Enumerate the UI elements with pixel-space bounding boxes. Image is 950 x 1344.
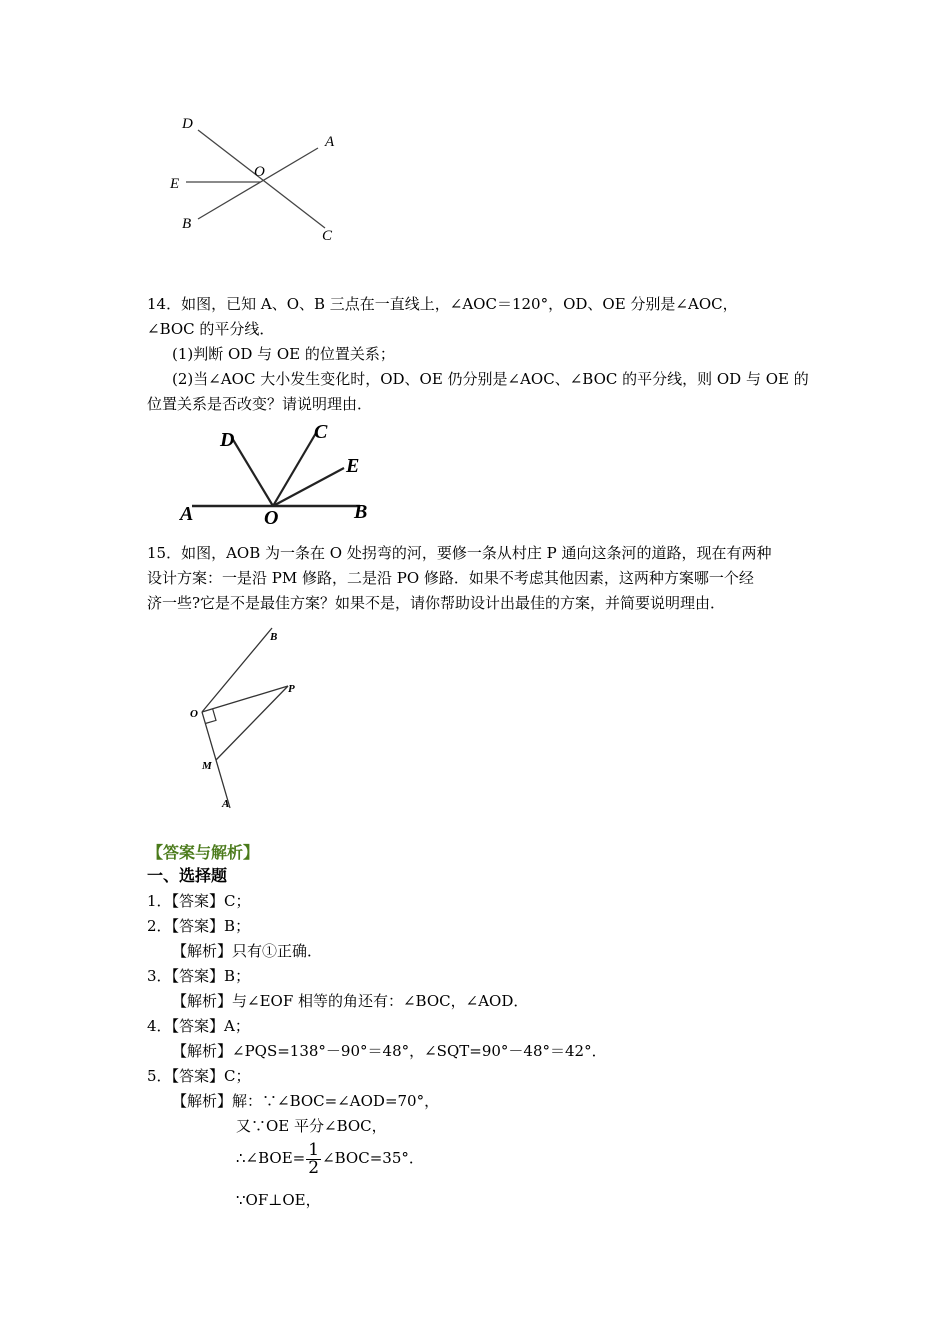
fraction-numerator: 1 — [308, 1139, 320, 1160]
label-o: O — [254, 164, 265, 180]
label-e: E — [170, 176, 180, 192]
answer-3: 3．【答案】B； — [147, 967, 251, 985]
label-c: C — [314, 421, 328, 443]
q14-part2b: 位置关系是否改变？请说明理由． — [147, 395, 373, 413]
label-b: B — [354, 501, 368, 523]
q15-line1: 15．如图，AOB 为一条在 O 处拐弯的河，要修一条从村庄 P 通向这条河的道路，现在有两种 — [147, 544, 772, 562]
answer-5-explanation: 【解析】解：∵∠BOC=∠AOD=70°， — [172, 1092, 440, 1110]
label-b: B — [182, 216, 192, 232]
answer-1: 1．【答案】C； — [147, 892, 251, 910]
figure-15 — [180, 620, 320, 815]
label-p: P — [288, 683, 295, 695]
q15-line3: 济一些?它是不是最佳方案？如果不是，请你帮助设计出最佳的方案，并简要说明理由． — [147, 594, 726, 612]
label-a: A — [180, 503, 194, 525]
label-o: O — [264, 507, 279, 528]
fraction-one-half — [306, 1139, 321, 1178]
label-c: C — [322, 228, 333, 244]
q14-part2a: (2)当∠AOC 大小发生变化时，OD、OE 仍分别是∠AOC、∠BOC 的平分线，则 OD 与 OE 的 — [172, 370, 809, 388]
answer-5-step2: 又∵OE 平分∠BOC， — [236, 1117, 387, 1135]
answer-2: 2．【答案】B； — [147, 917, 251, 935]
answers-title: 【答案与解析】 — [147, 843, 260, 862]
answer-5-step3-pre: ∴∠BOE= — [236, 1149, 306, 1167]
q15-line2: 设计方案：一是沿 PM 修路，二是沿 PO 修路．如果不考虑其他因素，这两种方案哪一个经 — [147, 569, 754, 587]
answer-2-explanation: 【解析】只有①正确． — [172, 942, 323, 960]
label-o: O — [190, 708, 198, 720]
fraction-denominator: 2 — [308, 1157, 320, 1178]
q14-line2: ∠BOC 的平分线． — [147, 320, 275, 338]
river-ob — [202, 628, 272, 712]
figure-14 — [172, 418, 372, 528]
label-a: A — [325, 134, 335, 150]
label-d: D — [220, 429, 235, 451]
answer-4: 4．【答案】A； — [147, 1017, 250, 1035]
answer-5: 5．【答案】C； — [147, 1067, 251, 1085]
label-d: D — [182, 116, 193, 132]
answer-5-step3-post: ∠BOC=35°． — [322, 1149, 424, 1167]
answer-5-step3 — [236, 1140, 424, 1177]
answer-5-step4: ∵OF⊥OE， — [236, 1191, 321, 1209]
section-choice-title: 一、选择题 — [147, 866, 228, 885]
label-a: A — [222, 798, 230, 810]
q14-line1: 14．如图，已知 A、O、B 三点在一直线上，∠AOC＝120°，OD、OE 分别是∠AOC， — [147, 295, 738, 313]
answer-4-explanation: 【解析】∠PQS=138°－90°＝48°，∠SQT=90°－48°＝42°． — [172, 1042, 607, 1060]
q14-part1: (1)判断 OD 与 OE 的位置关系； — [172, 345, 395, 363]
answer-3-explanation: 【解析】与∠EOF 相等的角还有：∠BOC，∠AOD． — [172, 992, 529, 1010]
figure-13 — [160, 110, 360, 250]
label-b: B — [270, 631, 278, 643]
label-e: E — [346, 455, 360, 477]
label-m: M — [202, 760, 212, 772]
ray-od — [232, 438, 273, 506]
